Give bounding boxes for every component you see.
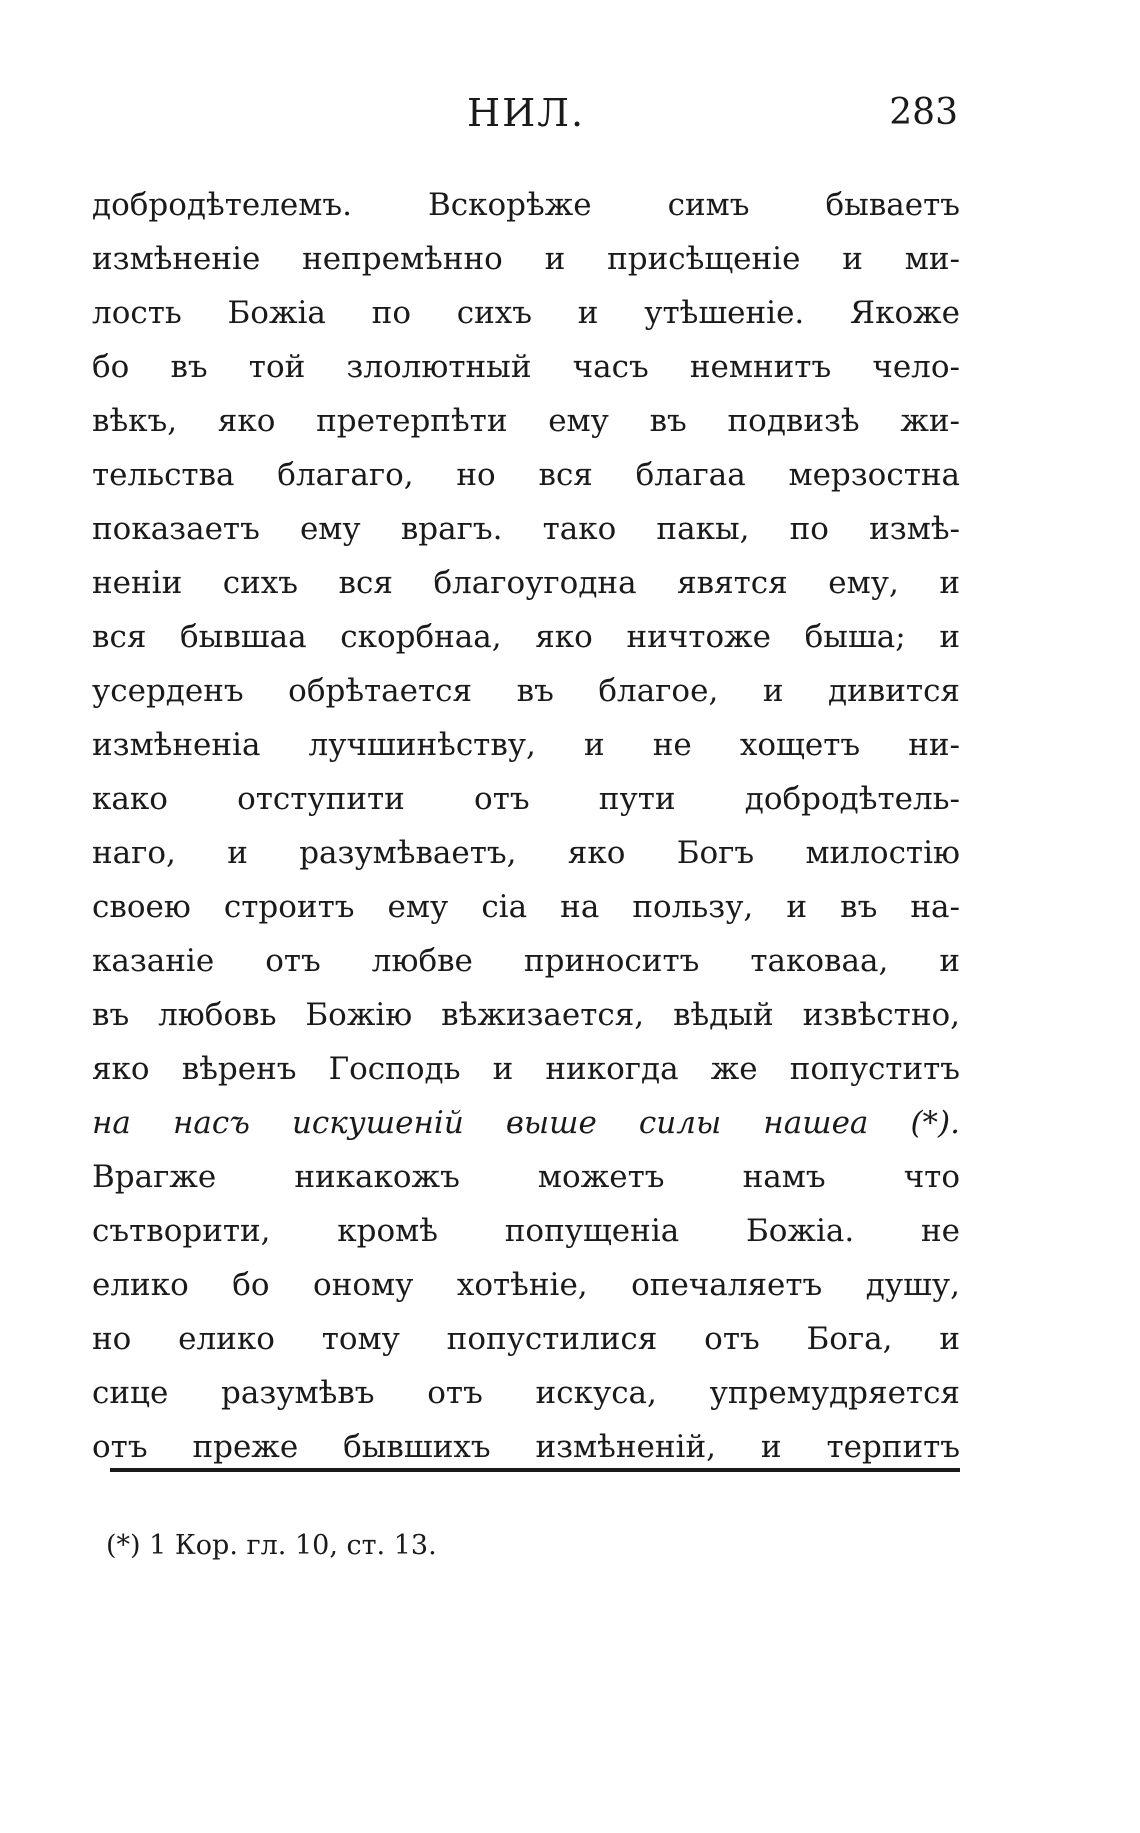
text-line: показаетъ ему врагъ. тако пакы, по измѣ- [92,511,960,547]
text-line: лость Божіа по сихъ и утѣшеніе. Якоже [92,295,960,331]
text-line: сътворити, кромѣ попущеніа Божіа. не [92,1213,960,1249]
text-line: добродѣтелемъ. Вскорѣже симъ бываетъ [92,187,960,223]
text-line: измѣненіа лучшинѣству, и не хощетъ ни- [92,727,960,763]
text-line: вѣкъ, яко претерпѣти ему въ подвизѣ жи- [92,403,960,439]
text-line: казаніе отъ любве приноситъ таковаа, и [92,943,960,979]
text-line: сице разумѣвъ отъ искуса, упремудряется [92,1375,960,1411]
running-head: НИЛ. [466,91,586,135]
text-line: усерденъ обрѣтается въ благое, и дивится [92,673,960,709]
text-line: своею строитъ ему сіа на пользу, и въ на- [92,889,960,925]
text-line: измѣненіе непремѣнно и присѣщеніе и ми- [92,241,960,277]
text-line: яко вѣренъ Господь и никогда же попуститъ [92,1051,960,1087]
text-line: но елико тому попустилися отъ Бога, и [92,1321,960,1357]
text-line: вся бывшаа скорбнаа, яко ничтоже быша; и [92,619,960,655]
body-text [92,178,960,1474]
text-line: отъ преже бывшихъ измѣненій, и терпитъ [92,1429,960,1465]
text-line: Врагже никакожъ можетъ намъ что [92,1159,960,1195]
text-line: наго, и разумѣваетъ, яко Богъ милостію [92,835,960,871]
text-line-quotation: на насъ искушеній выше силы нашеа (*). [92,1105,960,1141]
text-line: неніи сихъ вся благоугодна явятся ему, и [92,565,960,601]
text-line: елико бо оному хотѣніе, опечаляетъ душу, [92,1267,960,1303]
text-line: бо въ той злолютный часъ немнитъ чело- [92,349,960,385]
text-line: въ любовь Божію вѣжизается, вѣдый извѣстно, [92,997,960,1033]
footnote-rule [110,1468,960,1472]
text-line: тельства благаго, но вся благаа мерзостна [92,457,960,493]
footnote: (*) 1 Кор. гл. 10, ст. 13. [106,1530,437,1561]
page-number: 283 [889,92,958,133]
text-line: како отступити отъ пути добродѣтель- [92,781,960,817]
page-header [92,88,960,138]
